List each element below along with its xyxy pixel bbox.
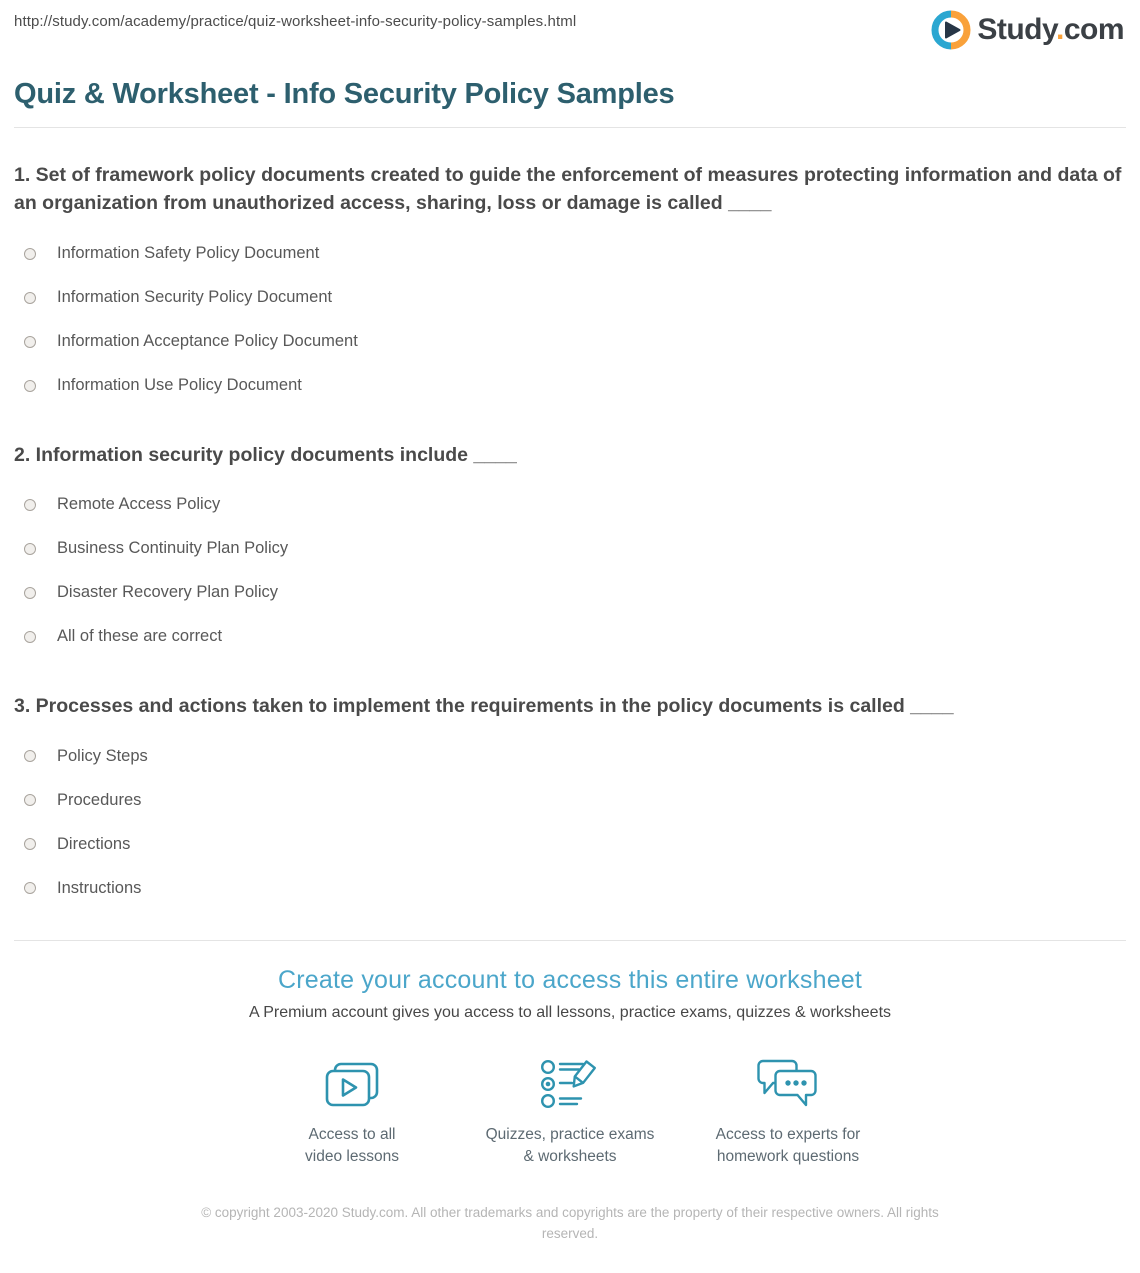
question-3-option-2[interactable] <box>14 778 1126 822</box>
option-label: Remote Access Policy <box>57 495 221 514</box>
radio-button[interactable] <box>24 248 36 260</box>
feature-label-line: homework questions <box>716 1147 860 1165</box>
feature-label-line: Quizzes, practice exams <box>485 1126 655 1144</box>
feature-quizzes-worksheets <box>468 1054 672 1167</box>
radio-button[interactable] <box>24 750 36 762</box>
radio-button[interactable] <box>24 499 36 511</box>
studycom-logo-text <box>977 13 1124 47</box>
logo-com: com <box>1063 13 1124 46</box>
copyright-notice: © copyright 2003-2020 Study.com. All other trademarks and copyrights are the property of their respective owners. All rights reserved. <box>201 1205 939 1242</box>
radio-button[interactable] <box>24 794 36 806</box>
option-label: Procedures <box>57 790 142 809</box>
feature-label-line: & worksheets <box>523 1147 617 1165</box>
quiz-worksheet-icon <box>539 1054 601 1112</box>
question-3-option-1[interactable] <box>14 734 1126 778</box>
question-1-option-3[interactable] <box>14 320 1126 364</box>
feature-label <box>486 1124 655 1167</box>
radio-button[interactable] <box>24 838 36 850</box>
header <box>0 0 1140 52</box>
chat-experts-icon <box>754 1054 822 1112</box>
logo-study: Study <box>977 13 1056 46</box>
radio-button[interactable] <box>24 882 36 894</box>
option-label: Disaster Recovery Plan Policy <box>57 583 278 602</box>
question-3-option-3[interactable] <box>14 822 1126 866</box>
question-3-options <box>14 734 1126 910</box>
question-1-option-1[interactable] <box>14 232 1126 276</box>
radio-button[interactable] <box>24 336 36 348</box>
page-title: Quiz & Worksheet - Info Security Policy Samples <box>14 78 675 110</box>
question-1 <box>14 161 1126 408</box>
page-url: http://study.com/academy/practice/quiz-worksheet-info-security-policy-samples.html <box>14 13 577 30</box>
question-2-option-1[interactable] <box>14 483 1126 527</box>
radio-button[interactable] <box>24 292 36 304</box>
question-3 <box>14 692 1126 910</box>
question-2-text: 2. Information security policy documents include ____ <box>14 443 517 466</box>
question-3-text: 3. Processes and actions taken to implement the requirements in the policy documents is called ____ <box>14 694 954 717</box>
quiz-section <box>14 161 1126 910</box>
feature-homework-experts <box>686 1054 890 1167</box>
option-label: Instructions <box>57 878 142 897</box>
logo-dot: . <box>1055 13 1064 46</box>
studycom-logo-icon <box>931 10 971 50</box>
feature-label-line: video lessons <box>305 1147 399 1165</box>
radio-button[interactable] <box>24 543 36 555</box>
studycom-logo[interactable] <box>931 10 1124 50</box>
signup-subheading: A Premium account gives you access to all lessons, practice exams, quizzes & worksheets <box>248 1004 892 1022</box>
question-1-options <box>14 232 1126 408</box>
signup-heading: Create your account to access this entire worksheet <box>277 966 863 995</box>
signup-divider <box>14 940 1126 941</box>
question-3-option-4[interactable] <box>14 866 1126 910</box>
option-label: Information Safety Policy Document <box>57 244 320 263</box>
option-label: Business Continuity Plan Policy <box>57 539 289 558</box>
option-label: All of these are correct <box>57 627 223 646</box>
question-2-options <box>14 483 1126 659</box>
feature-list <box>0 1054 1140 1167</box>
question-1-option-2[interactable] <box>14 276 1126 320</box>
feature-label-line: Access to experts for <box>715 1126 861 1144</box>
feature-label <box>305 1124 399 1167</box>
option-label: Directions <box>57 834 131 853</box>
title-divider <box>14 127 1126 128</box>
option-label: Information Security Policy Document <box>57 288 333 307</box>
feature-label <box>716 1124 861 1167</box>
feature-video-lessons <box>250 1054 454 1167</box>
option-label: Information Acceptance Policy Document <box>57 332 358 351</box>
question-2-option-3[interactable] <box>14 571 1126 615</box>
question-1-option-4[interactable] <box>14 364 1126 408</box>
radio-button[interactable] <box>24 631 36 643</box>
signup-section <box>0 966 1140 1167</box>
question-1-text: 1. Set of framework policy documents created to guide the enforcement of measures protecting information and data of an organization from unauthorized access, sharing, loss or damage is called ____ <box>14 164 1122 215</box>
option-label: Information Use Policy Document <box>57 376 302 395</box>
question-2 <box>14 441 1126 659</box>
feature-label-line: Access to all <box>308 1126 396 1144</box>
question-2-option-2[interactable] <box>14 527 1126 571</box>
radio-button[interactable] <box>24 380 36 392</box>
video-lessons-icon <box>323 1054 381 1112</box>
question-2-option-4[interactable] <box>14 615 1126 659</box>
option-label: Policy Steps <box>57 746 148 765</box>
radio-button[interactable] <box>24 587 36 599</box>
